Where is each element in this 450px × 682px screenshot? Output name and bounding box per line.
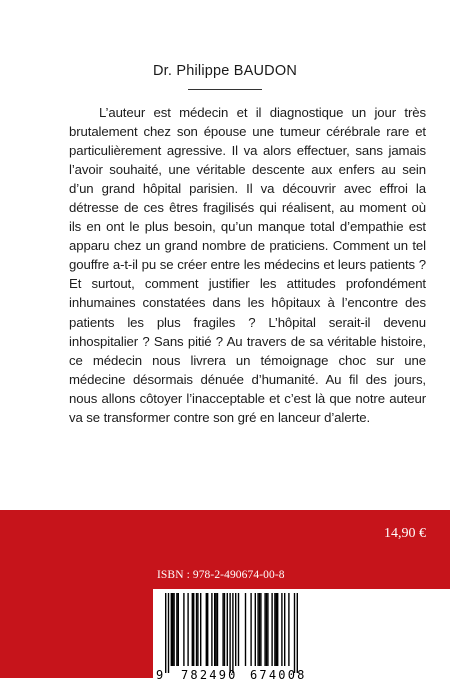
barcode-bar: [281, 593, 282, 666]
barcode-digits-right: 674008: [250, 668, 307, 682]
barcode: [153, 589, 450, 682]
barcode-bar: [250, 593, 251, 666]
barcode-bar: [264, 593, 265, 666]
barcode-bar: [288, 593, 289, 666]
barcode-bar: [171, 593, 172, 666]
barcode-bars: [153, 589, 450, 678]
barcode-bar: [238, 593, 239, 666]
back-cover-blurb: L’auteur est médecin et il diagnostique un jour très brutalement chez son épouse une tumeur cérébrale rare et particulièrement agressive. Il va alors effectuer, sans jamais l’avoir souhaité, une véritable descente aux enfers au sein d’un grand hôpital parisien. Il va découvrir avec effroi la détresse de ces êtres fragilisés qui réalisent, au moment où ils en ont le plus besoin, qu’un manque total d’empathie est apparu chez un grand nombre de praticiens. Comment un tel gouffre a-t-il pu se créer entre les médecins et leurs patients ? Et surtout, comment justifier les attitudes profondément inhumaines constatées dans les hôpitaux à l’encontre des patients les plus fragiles ? L’hôpital serait-il devenu inhospitalier ? Sans pitié ? Au travers de sa véritable histoire, ce médecin nous livrera un témoignage choc sur une médecine désormais dénuée d’humanité. Au fil des jours, nous allons côtoyer l’inacceptable et c’est là que notre auteur va se transformer contre son gré en lanceur d’alerte.: [69, 105, 426, 425]
barcode-bar: [229, 593, 230, 673]
barcode-digits-left: 782490: [181, 668, 238, 682]
barcode-bar: [165, 593, 166, 673]
barcode-bar: [232, 593, 233, 673]
barcode-bar: [257, 593, 258, 666]
author-divider: [188, 89, 262, 90]
barcode-bar: [294, 593, 295, 673]
barcode-bar: [259, 593, 260, 666]
barcode-bar: [196, 593, 197, 666]
barcode-bar: [297, 593, 298, 673]
barcode-bar: [168, 593, 169, 673]
barcode-bar: [193, 593, 194, 666]
author-name: Dr. Philippe BAUDON: [152, 63, 297, 79]
price-label: 14,90 €: [384, 526, 426, 541]
barcode-bar: [187, 593, 188, 666]
isbn-label: ISBN : 978-2-490674-00-8: [157, 569, 285, 581]
barcode-bar: [222, 593, 223, 666]
barcode-bar: [271, 593, 272, 666]
barcode-bar: [197, 593, 198, 666]
barcode-bar: [183, 593, 184, 666]
barcode-bar: [255, 593, 256, 666]
barcode-digit-first: 9: [156, 668, 166, 682]
barcode-bar: [267, 593, 268, 666]
barcode-bar: [206, 593, 207, 666]
barcode-bar: [260, 593, 261, 666]
barcode-bar: [215, 593, 216, 666]
barcode-bar: [245, 593, 246, 666]
barcode-bar: [211, 593, 212, 666]
barcode-bar: [276, 593, 277, 666]
barcode-bar: [178, 593, 179, 666]
barcode-bar: [173, 593, 174, 666]
barcode-bar: [266, 593, 267, 666]
barcode-bar: [217, 593, 218, 666]
barcode-bar: [200, 593, 201, 666]
barcode-bar: [274, 593, 275, 666]
barcode-bar: [214, 593, 215, 666]
barcode-bar: [227, 593, 228, 666]
barcode-bar: [207, 593, 208, 666]
barcode-bar: [172, 593, 173, 666]
barcode-bar: [284, 593, 285, 666]
barcode-bar: [235, 593, 236, 666]
barcode-bar: [176, 593, 177, 666]
barcode-bar: [277, 593, 278, 666]
barcode-bar: [192, 593, 193, 666]
barcode-bar: [224, 593, 225, 666]
